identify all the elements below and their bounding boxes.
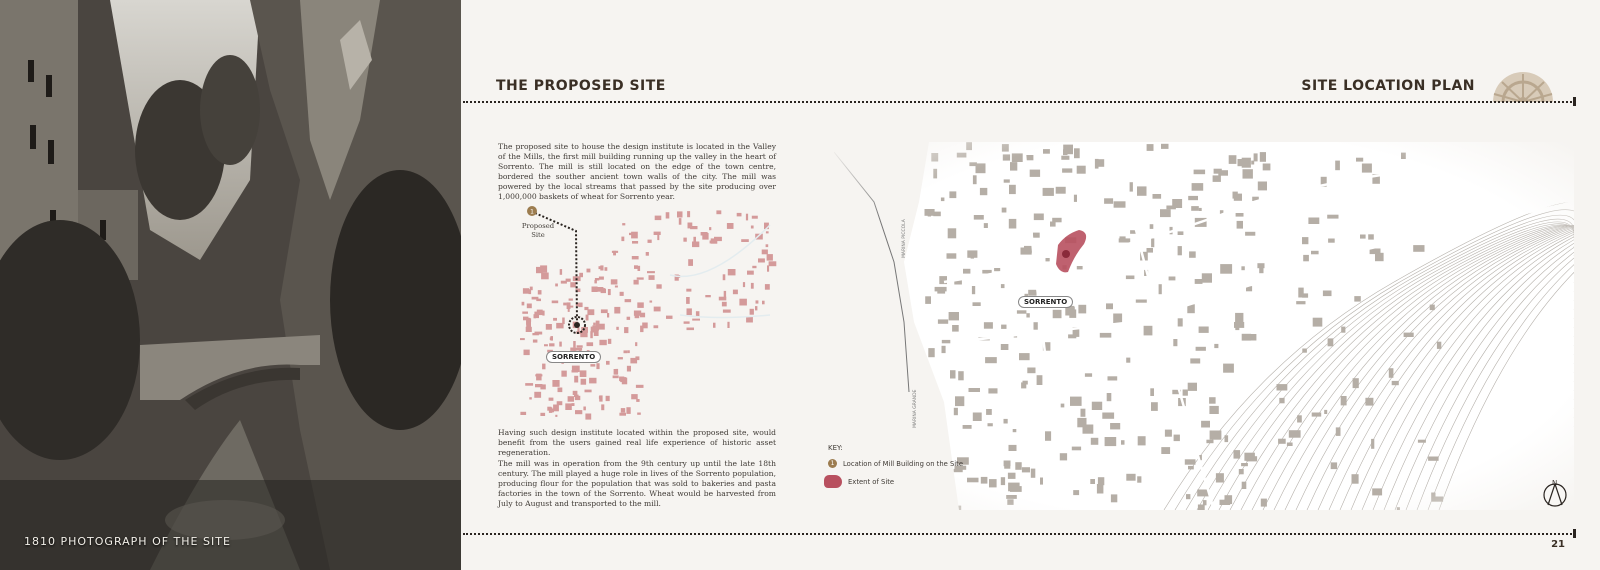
header-rule: [463, 101, 1576, 103]
small-map-building: [596, 287, 604, 292]
key-item-site: Extent of Site: [848, 477, 895, 486]
small-map-building: [532, 333, 539, 335]
small-map-building: [608, 289, 611, 295]
small-map-building: [632, 256, 639, 259]
small-map-building: [599, 396, 602, 399]
key-row-mill: [828, 459, 963, 468]
small-map-building: [589, 378, 596, 384]
small-map-building: [540, 384, 545, 389]
footer-rule: [463, 533, 1576, 535]
small-map-building: [636, 385, 644, 388]
small-map-building: [534, 392, 541, 398]
small-map-building: [606, 361, 610, 365]
proposed-site-label: Proposed Site: [521, 222, 555, 239]
small-map-building: [536, 374, 542, 381]
small-map-building: [526, 327, 532, 332]
small-map-building: [572, 370, 579, 372]
page-number: 21: [1551, 539, 1565, 550]
small-map-building: [687, 328, 695, 331]
small-map-building: [540, 413, 545, 416]
small-map-building: [624, 350, 628, 353]
small-map-building: [741, 239, 749, 242]
small-map-building: [611, 279, 618, 284]
photo-caption: 1810 PHOTOGRAPH OF THE SITE: [24, 535, 231, 548]
small-map-building: [766, 244, 769, 247]
small-map-building: [722, 302, 727, 307]
small-map-building: [746, 214, 748, 221]
historic-photograph: [0, 0, 461, 570]
small-map-building: [573, 341, 576, 347]
small-map-building: [618, 357, 623, 359]
small-map-building: [621, 237, 624, 242]
small-map-building: [614, 307, 620, 314]
small-map-building: [600, 265, 603, 270]
small-map-building: [577, 345, 583, 348]
small-map-building: [522, 312, 528, 314]
small-map-building: [687, 211, 690, 217]
small-map-building: [555, 284, 558, 287]
small-map-building: [574, 376, 578, 383]
small-map-building: [523, 317, 529, 321]
small-map-building: [559, 342, 562, 347]
small-map-building: [656, 284, 661, 288]
road-label-1: MARINA PICCOLA: [902, 219, 907, 258]
small-map-building: [563, 303, 567, 306]
small-map-building: [686, 297, 690, 304]
small-map-building: [532, 297, 539, 300]
small-map-building: [714, 237, 722, 241]
small-map-building: [627, 366, 631, 372]
small-map-building: [599, 266, 601, 269]
small-map-building: [568, 306, 574, 308]
small-map-building: [713, 323, 716, 328]
small-map-town-label: SORRENTO: [546, 351, 601, 363]
small-map-building: [590, 331, 593, 338]
key-title: KEY:: [828, 444, 843, 452]
small-map-building: [533, 340, 538, 343]
history-paragraph: The mill was in operation from the 9th century up until the late 18th century. The mill played a huge role in lives of the Sorrento population, producing flour for the population that was sold to bakeries and pasta factories in the town of the Sorrento. Wheat would be harvested from July to August and transported to the mill.: [498, 459, 776, 509]
small-map-building: [677, 211, 683, 217]
small-map-building: [565, 403, 572, 410]
small-map-building: [650, 301, 653, 303]
key-item-mill: Location of Mill Building on the Site: [843, 459, 964, 468]
intro-paragraph: The proposed site to house the design institute is located in the Valley of the Mills, the first mill building running up the valley in the heart of Sorrento. The mill is still located on the edge of the town centre, bordered the souther ancient town walls of the city. The mill was powered by the local streams that passed by the site producing over 1,000,000 baskets of wheat for Sorrento year.: [498, 142, 776, 202]
small-map-building: [666, 316, 673, 319]
small-map-building: [688, 259, 693, 266]
small-map-building: [613, 251, 616, 256]
small-map-building: [702, 233, 708, 240]
small-map-building: [654, 325, 659, 328]
small-map-building: [727, 322, 729, 328]
small-map-building: [723, 274, 726, 280]
small-map-building: [620, 292, 624, 296]
small-map-building: [585, 390, 592, 393]
small-map-building: [523, 288, 529, 294]
small-map-building: [594, 330, 599, 336]
small-map-building: [648, 240, 652, 243]
small-map-building: [638, 266, 641, 271]
small-map-building: [547, 407, 551, 411]
small-map-building: [546, 324, 552, 330]
small-map-building: [739, 299, 747, 306]
small-map-building: [751, 226, 754, 229]
small-map-building: [666, 212, 670, 218]
small-map-building: [737, 213, 742, 217]
small-map-building: [616, 327, 619, 330]
small-map-building: [573, 391, 578, 395]
small-map-building: [723, 310, 731, 313]
small-map-building: [586, 315, 589, 321]
small-map-building: [550, 337, 552, 340]
map-key: [828, 444, 963, 488]
small-map-building: [758, 258, 765, 262]
small-map-building: [574, 395, 579, 397]
small-map-building: [728, 269, 736, 275]
small-map-building: [752, 266, 756, 268]
small-map-building: [762, 250, 768, 255]
small-map-building: [646, 252, 649, 256]
small-map-building: [688, 223, 693, 229]
small-map-building: [542, 364, 545, 370]
small-map-building: [724, 291, 726, 297]
small-map-building: [756, 300, 759, 303]
small-map-building: [544, 344, 548, 346]
small-map-building: [536, 267, 543, 273]
small-map-building: [599, 277, 604, 280]
small-map-building: [593, 323, 596, 326]
benefit-paragraph: Having such design institute located within the proposed site, would benefit from the users gained real life experience of historic asset regeneration.: [498, 428, 776, 458]
small-map-building: [590, 364, 595, 367]
small-map-building: [606, 396, 610, 401]
small-map-building: [696, 311, 700, 316]
small-map-building: [622, 223, 625, 225]
small-map-building: [654, 307, 661, 312]
key-row-site: [828, 475, 963, 488]
photo-illustration: [0, 0, 461, 570]
small-map-building: [569, 299, 573, 301]
small-map-building: [683, 238, 686, 242]
small-map-building: [619, 413, 626, 416]
small-map-building: [608, 339, 611, 344]
small-map-building: [686, 289, 691, 292]
small-map-building: [687, 308, 692, 315]
small-map-building: [585, 414, 591, 420]
small-map-building: [637, 302, 644, 308]
small-map-marker-number: 1: [530, 208, 534, 216]
small-map-building: [613, 376, 619, 379]
small-map-building: [572, 403, 575, 406]
small-map-building: [657, 235, 659, 240]
small-map-building: [587, 269, 591, 273]
small-map-building: [525, 383, 533, 386]
small-map-building: [621, 408, 625, 413]
small-map-building: [553, 318, 557, 321]
small-map-building: [635, 282, 638, 284]
small-map-building: [570, 282, 576, 287]
small-map-building: [655, 216, 662, 221]
small-map-building: [752, 216, 758, 219]
small-map-building: [684, 321, 690, 323]
small-map-building: [580, 370, 587, 377]
small-map-building: [575, 410, 582, 414]
small-map-building: [727, 223, 734, 229]
small-map-building: [625, 299, 632, 302]
small-map-building: [631, 232, 638, 239]
small-map-building: [615, 286, 618, 288]
small-map-building: [705, 295, 711, 297]
header-rule-end: [1573, 97, 1576, 106]
small-map-building: [561, 281, 567, 284]
small-map-building: [587, 309, 594, 315]
small-map-building: [767, 254, 773, 261]
small-map-building: [762, 301, 765, 305]
small-map-building: [640, 313, 645, 318]
small-map-building: [632, 241, 638, 244]
small-map-building: [558, 388, 563, 393]
small-map-building: [766, 231, 769, 233]
small-map-building: [596, 325, 603, 328]
small-map-building: [692, 242, 699, 248]
north-label: N: [1552, 479, 1558, 487]
small-map-building: [542, 311, 544, 316]
small-map-building: [679, 218, 682, 225]
small-map-building: [587, 342, 594, 346]
small-map-building: [553, 405, 559, 412]
small-map-building: [631, 394, 638, 399]
small-map-building: [733, 290, 738, 295]
small-map-building: [520, 338, 525, 340]
small-map-building: [626, 407, 630, 414]
small-map-building: [637, 413, 641, 415]
small-map-building: [552, 301, 559, 304]
page-title-right: SITE LOCATION PLAN: [1301, 78, 1475, 94]
small-map-building: [647, 271, 655, 273]
small-map-building: [549, 398, 554, 401]
small-map-building: [750, 309, 754, 315]
small-map-building: [556, 323, 563, 329]
small-map-building: [605, 267, 608, 271]
small-map-building: [560, 269, 562, 275]
small-map-building: [751, 283, 754, 289]
small-map-building: [568, 396, 574, 402]
small-map-building: [635, 356, 639, 360]
small-map-building: [616, 369, 619, 375]
small-map-building: [607, 313, 609, 318]
small-map-building: [549, 343, 554, 346]
small-map-building: [524, 350, 530, 356]
small-map-building: [719, 297, 727, 301]
mill-wheel-icon: [1488, 72, 1558, 102]
small-map-building: [636, 399, 639, 402]
small-map-building: [555, 415, 557, 417]
small-map-building: [529, 289, 532, 294]
small-map-building: [709, 227, 711, 230]
mill-marker-icon: 1: [828, 459, 837, 468]
small-map-building: [627, 350, 630, 353]
small-map-building: [594, 280, 597, 284]
north-arrow-icon: [1542, 481, 1568, 507]
small-map-building: [552, 380, 559, 387]
small-map-building: [767, 265, 769, 271]
road-label-2: MARINA GRANDE: [913, 389, 918, 428]
small-map-building: [581, 379, 587, 385]
small-map-building: [596, 363, 599, 369]
small-map-building: [620, 377, 626, 382]
small-map-building: [634, 265, 638, 269]
small-map-building: [649, 275, 655, 280]
small-map-building: [561, 371, 566, 377]
small-map-building: [541, 273, 549, 280]
page-title-left: THE PROPOSED SITE: [496, 78, 666, 94]
small-map-building: [583, 407, 586, 411]
small-map-building: [527, 304, 532, 309]
small-map-building: [747, 271, 754, 275]
site-extent-swatch-icon: [824, 475, 842, 488]
large-map-town-label: SORRENTO: [1018, 296, 1073, 308]
small-map-building: [538, 290, 542, 294]
small-map-building: [765, 284, 770, 290]
small-map-building: [769, 261, 777, 266]
small-map-building: [642, 323, 648, 329]
small-map-building: [529, 397, 532, 399]
small-map-building: [627, 317, 631, 320]
small-map-building: [692, 319, 700, 321]
small-map-building: [599, 340, 606, 345]
small-map-building: [654, 232, 661, 235]
small-map-building: [520, 412, 526, 415]
small-map-building: [601, 404, 604, 410]
small-map-building: [743, 282, 745, 287]
small-map-building: [637, 277, 644, 279]
footer-rule-end: [1573, 529, 1576, 538]
small-map-building: [522, 302, 525, 306]
small-map-building: [601, 309, 608, 313]
small-map-building: [746, 317, 753, 323]
small-map-building: [716, 210, 721, 214]
small-map-building: [537, 310, 543, 316]
small-map-building: [635, 342, 637, 346]
small-map-building: [624, 327, 628, 333]
small-map-building: [755, 306, 757, 310]
